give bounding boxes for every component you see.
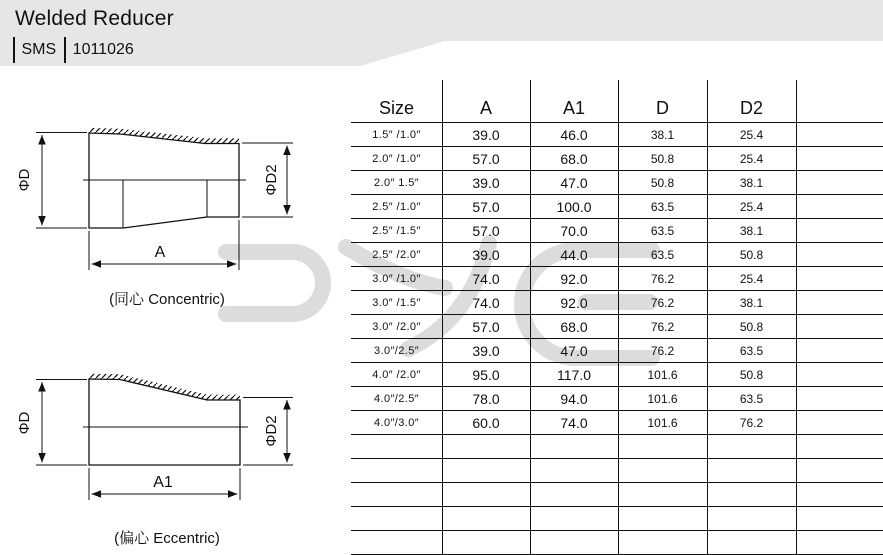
standard-name: SMS [21,40,57,58]
table-header [351,80,883,123]
eccentric-drawing [16,377,293,548]
value-cell: 60.0 [472,415,500,431]
table-row [351,243,883,267]
value-cell: 39.0 [472,343,500,359]
value-cell: 76.2 [650,344,675,358]
value-cell: 46.0 [560,127,588,143]
value-cell: 39.0 [472,175,500,191]
value-cell: 68.0 [560,319,588,335]
table-row [351,171,883,195]
value-cell: 25.4 [739,128,764,142]
standard-reference [13,36,142,63]
value-cell: 38.1 [739,224,764,238]
value-cell: 50.8 [739,368,764,382]
table-row [351,219,883,243]
value-cell: 25.4 [739,272,764,286]
value-cell: 76.2 [650,296,675,310]
dim-label-A: A [154,244,166,261]
value-cell: 74.0 [560,415,588,431]
table-column-divider [707,80,708,555]
table-column-divider [530,80,531,555]
value-cell: 68.0 [560,151,588,167]
value-cell: 100.0 [556,199,592,215]
empty-table-row [351,435,883,459]
value-cell: 63.5 [739,392,764,406]
size-cell: 2.5″ /2.0″ [372,249,421,261]
concentric-drawing [16,131,293,309]
dim-label-phiD2: ΦD2 [263,164,280,196]
value-cell: 101.6 [647,368,678,382]
size-cell: 4.0″/3.0″ [373,417,420,429]
dimensions-table [351,80,883,555]
col-header-size: Size [378,98,414,118]
value-cell: 57.0 [472,319,500,335]
reducer-body [89,379,240,465]
value-cell: 76.2 [650,272,675,286]
empty-table-row [351,483,883,507]
value-cell: 78.0 [472,391,500,407]
table-row [351,363,883,387]
col-header-d: D [656,98,669,118]
size-cell: 4.0″/2.5″ [373,393,420,405]
table-row [351,315,883,339]
size-cell: 3.0″ /1.5″ [372,297,421,309]
value-cell: 50.8 [739,248,764,262]
value-cell: 94.0 [560,391,588,407]
size-cell: 2.0″ /1.0″ [372,153,421,165]
value-cell: 63.5 [650,248,675,262]
dim-label-phiD: ΦD [16,168,33,192]
value-cell: 74.0 [472,271,500,287]
table-column-divider [442,80,443,555]
value-cell: 101.6 [647,416,678,430]
table-row [351,411,883,435]
value-cell: 76.2 [650,320,675,334]
value-cell: 50.8 [650,176,675,190]
value-cell: 38.1 [739,296,764,310]
col-header-d2: D2 [739,98,763,118]
empty-table-row [351,531,883,555]
value-cell: 39.0 [472,127,500,143]
size-cell: 3.0″ /1.0″ [372,273,421,285]
size-cell: 2.5″ /1.0″ [372,201,421,213]
table-row [351,147,883,171]
size-cell: 4.0″ /2.0″ [372,369,421,381]
size-cell: 3.0″ /2.0″ [372,321,421,333]
value-cell: 92.0 [560,295,588,311]
reducer-drawings [0,70,350,555]
table-row [351,123,883,147]
value-cell: 76.2 [739,416,764,430]
value-cell: 57.0 [472,223,500,239]
table-row [351,339,883,363]
value-cell: 95.0 [472,367,500,383]
value-cell: 25.4 [739,152,764,166]
empty-table-row [351,459,883,483]
value-cell: 44.0 [560,247,588,263]
table-row [351,267,883,291]
value-cell: 57.0 [472,151,500,167]
value-cell: 50.8 [650,152,675,166]
table-column-divider [796,80,797,555]
empty-table-row [351,507,883,531]
value-cell: 47.0 [560,343,588,359]
page-title: Welded Reducer [15,7,174,30]
value-cell: 25.4 [739,200,764,214]
value-cell: 50.8 [739,320,764,334]
value-cell: 38.1 [650,128,675,142]
value-cell: 63.5 [650,224,675,238]
size-cell: 3.0″/2.5″ [373,345,420,357]
size-cell: 2.0″ 1.5″ [373,177,420,189]
value-cell: 117.0 [557,367,591,383]
value-cell: 39.0 [472,247,500,263]
eccentric-caption: (偏心 Eccentric) [114,530,220,547]
value-cell: 57.0 [472,199,500,215]
col-header-a1: A1 [562,98,586,118]
value-cell: 74.0 [472,295,500,311]
value-cell: 63.5 [650,200,675,214]
value-cell: 47.0 [560,175,588,191]
value-cell: 38.1 [739,176,764,190]
table-column-divider [618,80,619,555]
value-cell: 101.6 [647,392,678,406]
concentric-caption: (同心 Concentric) [109,291,225,308]
col-header-extra [796,80,883,123]
table-row [351,195,883,219]
size-cell: 2.5″ /1.5″ [372,225,421,237]
table-row [351,291,883,315]
dim-label-phiD: ΦD [16,411,33,435]
table-row [351,387,883,411]
size-cell: 1.5″ /1.0″ [372,129,421,141]
dim-label-A1: A1 [153,474,173,491]
value-cell: 63.5 [739,344,764,358]
value-cell: 92.0 [560,271,588,287]
value-cell: 70.0 [560,223,588,239]
dim-label-phiD2: ΦD2 [263,415,280,447]
standard-code: 1011026 [72,40,134,58]
col-header-a: A [479,98,492,118]
